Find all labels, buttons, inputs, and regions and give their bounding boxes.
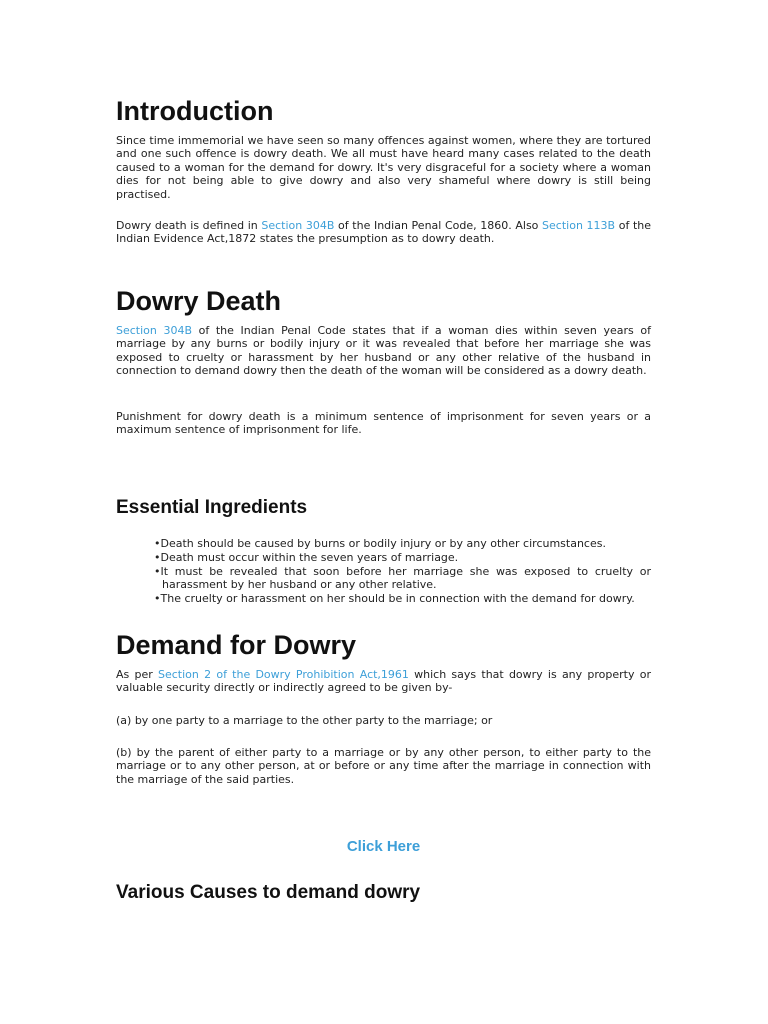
intro-p2-text-2: of the Indian Penal Code, 1860. Also bbox=[334, 219, 543, 232]
intro-paragraph-2 bbox=[116, 219, 651, 246]
heading-various-causes: Various Causes to demand dowry bbox=[116, 882, 421, 903]
list-item bbox=[154, 565, 651, 592]
list-item bbox=[154, 551, 651, 564]
bullet-icon: • bbox=[154, 565, 161, 578]
heading-essential-ingredients: Essential Ingredients bbox=[116, 497, 308, 518]
heading-demand-for-dowry: Demand for Dowry bbox=[116, 630, 357, 660]
bullet-icon: • bbox=[154, 551, 161, 564]
heading-introduction: Introduction bbox=[116, 96, 274, 126]
link-section-113b[interactable]: Section 113B bbox=[542, 219, 616, 232]
list-item-text: Death must occur within the seven years of marriage. bbox=[160, 551, 459, 564]
intro-paragraph-1: Since time immemorial we have seen so many offences against women, where they are tortured and one such offence is dowry death. We all must have heard many cases related to the death caused to a woman for the demand for dowry. It's very disgraceful for a society where a woman dies for not being able to give dowry and also very shameful where dowry is still being practised. bbox=[116, 134, 651, 201]
bullet-icon: • bbox=[154, 537, 161, 550]
demand-paragraph-3: (b) by the parent of either party to a marriage or by any other person, to either party to the marriage or to any other person, at or before or any time after the marriage in connection with the marriage of the said parties. bbox=[116, 746, 651, 786]
essentials-list-container bbox=[154, 537, 651, 606]
dowry-death-paragraph-1 bbox=[116, 324, 651, 378]
link-dowry-prohibition-act[interactable]: Section 2 of the Dowry Prohibition Act,1961 bbox=[158, 668, 409, 681]
heading-dowry-death: Dowry Death bbox=[116, 286, 282, 316]
list-item-text: The cruelty or harassment on her should be in connection with the demand for dowry. bbox=[160, 592, 635, 606]
link-section-304b[interactable]: Section 304B bbox=[261, 219, 335, 232]
essentials-list bbox=[154, 537, 651, 606]
list-item bbox=[154, 592, 651, 605]
demand-paragraph-1 bbox=[116, 668, 651, 695]
list-item-text: It must be revealed that soon before her marriage she was exposed to cruelty or harassment by her husband or any other relative. bbox=[160, 565, 651, 592]
demand-p1-text-2: which says that dowry is any property or valuable security directly or indirectly agreed to be given by- bbox=[116, 668, 651, 695]
link-section-304b-2[interactable]: Section 304B bbox=[116, 324, 193, 337]
demand-paragraph-2: (a) by one party to a marriage to the other party to the marriage; or bbox=[116, 714, 493, 727]
intro-p2-text-1: Dowry death is defined in bbox=[116, 219, 262, 232]
dowry-death-paragraph-2: Punishment for dowry death is a minimum sentence of imprisonment for seven years or a maximum sentence of imprisonment for life. bbox=[116, 410, 651, 437]
intro-p2-text-3: of the Indian Evidence Act,1872 states the presumption as to dowry death. bbox=[116, 219, 652, 246]
dowry-death-p1-text: of the Indian Penal Code states that if a woman dies within seven years of marriage by any burns or bodily injury or it was revealed that before her marriage she was exposed to cruelty or harassment by her husband or any other relative of the husband in connection to demand dowry then the death of the woman will be considered as a dowry death. bbox=[116, 324, 651, 378]
list-item-text: Death should be caused by burns or bodily injury or by any other circumstances. bbox=[160, 537, 606, 550]
click-here-link[interactable]: Click Here bbox=[346, 838, 421, 855]
demand-p1-text-1: As per bbox=[116, 668, 158, 681]
bullet-icon: • bbox=[154, 592, 161, 606]
list-item bbox=[154, 537, 651, 550]
